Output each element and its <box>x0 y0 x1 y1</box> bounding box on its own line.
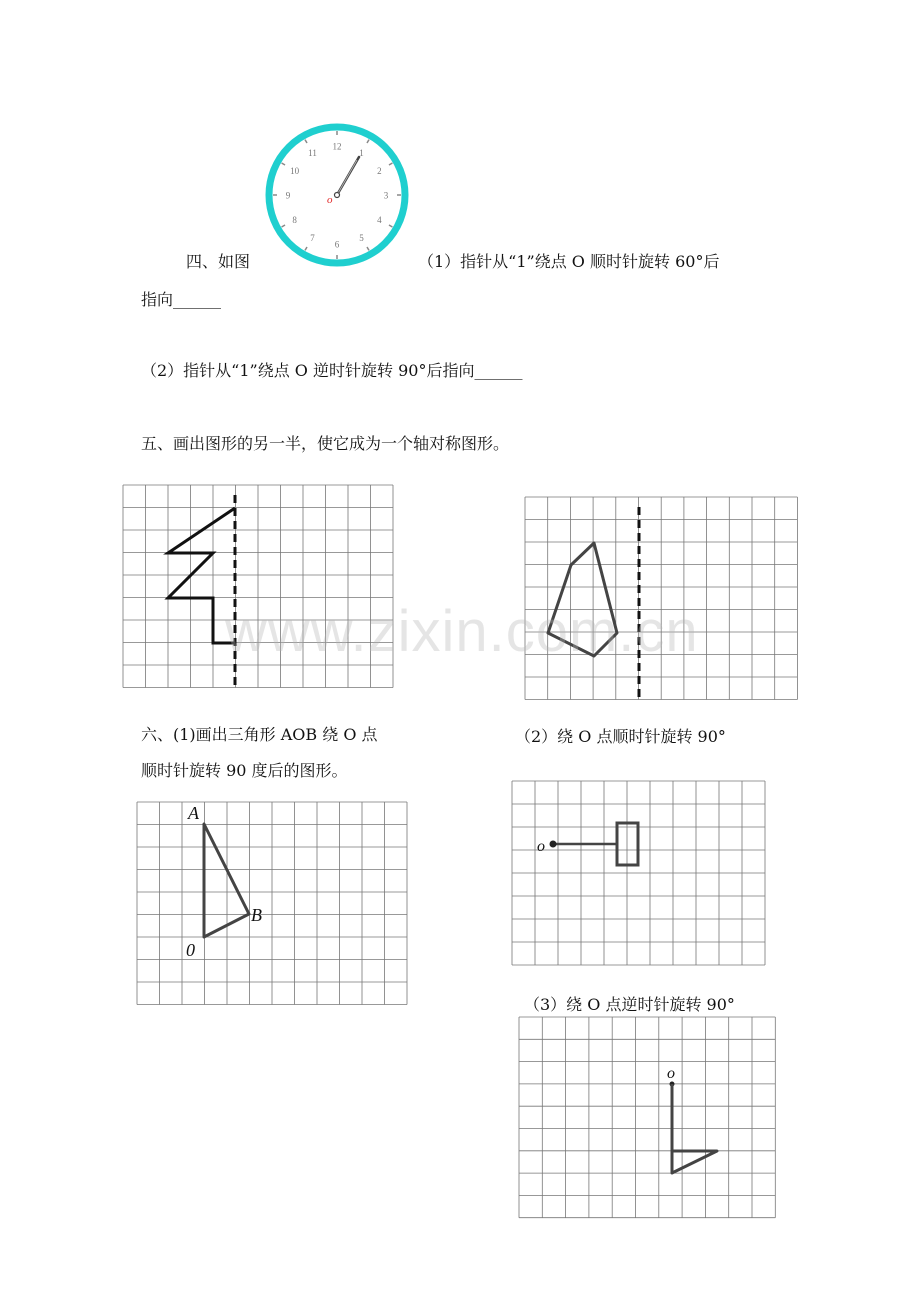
clock-number: 11 <box>308 148 317 159</box>
section4-q1-cont: 指向______ <box>141 290 222 309</box>
clock-number: 4 <box>377 215 382 225</box>
clock-number: 5 <box>359 232 364 243</box>
clock-number: 9 <box>285 190 291 201</box>
section6-q1-line1: 六、(1)画出三角形 AOB 绕 O 点 <box>141 725 378 744</box>
grid-6-1 <box>132 797 412 1007</box>
section6-q3: （3）绕 O 点逆时针旋转 90° <box>524 995 735 1014</box>
section4-q1: （1）指针从“1”绕点 O 顺时针旋转 60°后 <box>418 252 720 271</box>
point-O <box>550 841 557 848</box>
label-B: B <box>251 905 262 925</box>
clock-number: 8 <box>292 215 297 225</box>
clock-figure <box>258 120 416 270</box>
grid-6-2 <box>507 776 772 976</box>
label-A: A <box>188 803 199 823</box>
triangle-AOB <box>204 824 249 937</box>
clock-number: 6 <box>334 239 340 250</box>
label-O: o <box>667 1065 675 1082</box>
rectangle <box>617 823 638 865</box>
clock-center-label: o <box>327 194 333 206</box>
watermark: www.zixin.com.cn <box>225 599 699 664</box>
clock-number: 10 <box>290 166 300 176</box>
clock-number: 7 <box>310 232 315 243</box>
section5-title: 五、画出图形的另一半，使它成为一个轴对称图形。 <box>141 434 510 453</box>
clock-number: 12 <box>332 141 342 152</box>
clock-number: 1 <box>359 148 364 159</box>
section6-q2: （2）绕 O 点顺时针旋转 90° <box>515 727 726 746</box>
clock-center <box>335 193 340 198</box>
section6-q1-line2: 顺时针旋转 90 度后的图形。 <box>141 761 348 780</box>
section4-q2: （2）指针从“1”绕点 O 逆时针旋转 90°后指向______ <box>141 361 523 380</box>
grid-6-3 <box>514 1012 786 1224</box>
section4-prefix: 四、如图 <box>186 252 251 271</box>
clock-number: 2 <box>377 166 382 176</box>
label-O: o <box>537 838 545 855</box>
clock-number: 3 <box>383 190 389 201</box>
label-O: 0 <box>186 940 195 960</box>
